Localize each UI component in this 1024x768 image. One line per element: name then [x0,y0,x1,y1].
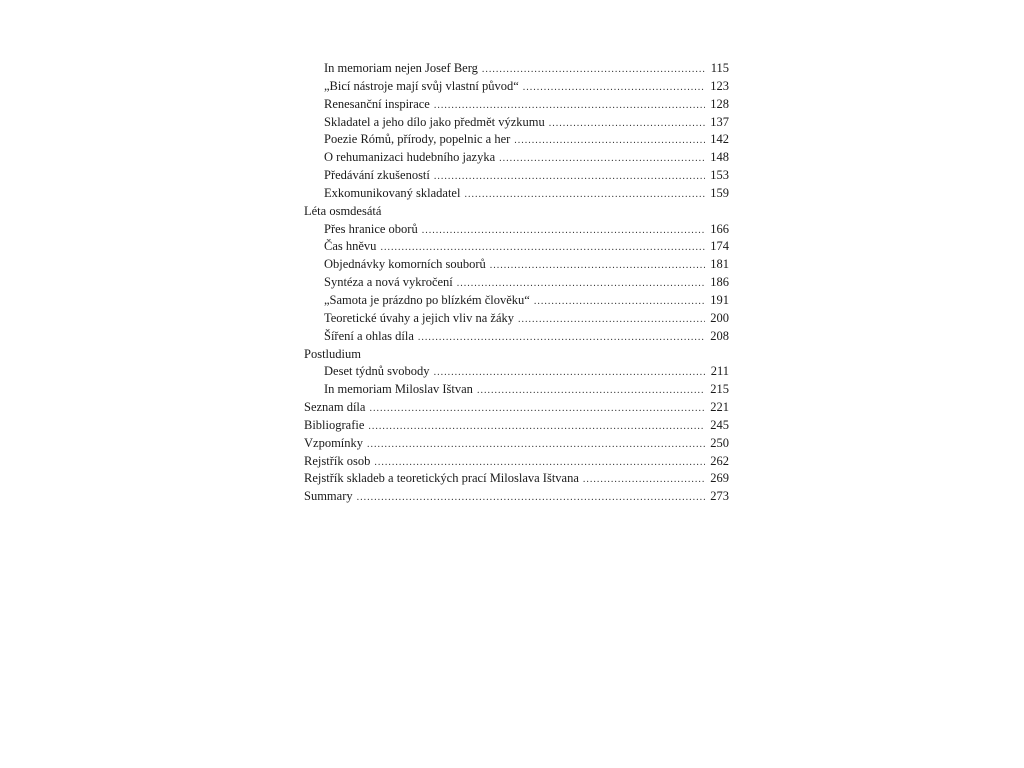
dot-leader [499,150,705,168]
toc-entry[interactable] [304,131,729,149]
dot-leader [534,293,705,311]
toc-entry[interactable] [304,96,729,114]
dot-leader [374,454,705,472]
toc-entry-page: 115 [710,61,729,75]
toc-entry-title: Seznam díla [304,400,366,415]
toc-entry-title: Čas hněvu [324,239,377,254]
toc-entry-page: 142 [710,132,729,147]
toc-entry-title: Vzpomínky [304,435,364,450]
dot-leader [367,436,705,454]
toc-entry-title: Poezie Rómů, přírody, popelnic a her [324,132,511,147]
dot-leader [434,97,705,115]
toc-entry-page: 148 [710,150,729,165]
dot-leader [380,239,705,257]
dot-leader [418,329,705,347]
toc-section-heading[interactable] [304,346,729,364]
toc-entry-page: 262 [710,453,729,468]
dot-leader [434,168,705,186]
toc-entry[interactable] [304,256,729,274]
toc-entry-title: Objednávky komorních souborů [324,257,486,272]
table-of-contents [304,60,729,506]
toc-entry-page: 269 [710,471,729,486]
toc-entry-title: Předávání zkušeností [324,168,430,183]
toc-entry-page: 208 [710,328,729,343]
toc-section-title: Léta osmdesátá [304,203,382,218]
toc-entry[interactable] [304,167,729,185]
toc-entry-title: Teoretické úvahy a jejich vliv na žáky [324,310,515,325]
toc-entry[interactable] [304,78,729,96]
toc-entry-page: 159 [710,185,729,200]
dot-leader [368,418,705,436]
dot-leader [422,222,705,240]
toc-entry-page: 221 [710,400,729,415]
dot-leader [464,186,705,204]
toc-entry-title: Summary [304,489,353,504]
toc-entry-title: „Samota je prázdno po blízkém člověku“ [324,292,530,307]
dot-leader [523,79,705,97]
toc-entry-page: 166 [710,221,729,236]
toc-entry[interactable] [304,149,729,167]
toc-section-heading[interactable] [304,203,729,221]
toc-entry[interactable] [304,274,729,292]
toc-entry-page: 211 [710,364,729,379]
toc-entry[interactable] [304,470,729,488]
dot-leader [514,132,705,150]
toc-entry[interactable] [304,328,729,346]
dot-leader [369,400,705,418]
toc-entry-title: Rejstřík skladeb a teoretických prací Miloslava Ištvana [304,471,579,486]
toc-entry-page: 191 [710,292,729,307]
toc-entry-page: 215 [710,382,729,397]
toc-entry[interactable] [304,238,729,256]
toc-entry-title: Rejstřík osob [304,453,371,468]
toc-entry-title: Šíření a ohlas díla [324,328,414,343]
toc-entry-title: In memoriam nejen Josef Berg [324,61,478,75]
toc-entry-title: „Bicí nástroje mají svůj vlastní původ“ [324,78,519,93]
dot-leader [434,364,705,382]
toc-entry[interactable] [304,185,729,203]
toc-entry[interactable] [304,363,729,381]
toc-entry[interactable] [304,292,729,310]
dot-leader [357,489,705,507]
toc-entry-title: O rehumanizaci hudebního jazyka [324,150,496,165]
toc-entry-page: 128 [710,96,729,111]
toc-entry[interactable] [304,399,729,417]
toc-entry[interactable] [304,381,729,399]
toc-entry[interactable] [304,453,729,471]
toc-entry-page: 273 [710,489,729,504]
dot-leader [477,382,705,400]
toc-entry-title: Syntéza a nová vykročení [324,275,453,290]
toc-entry-page: 250 [710,435,729,450]
toc-entry[interactable] [304,221,729,239]
toc-entry[interactable] [304,488,729,506]
toc-entry-title: Přes hranice oborů [324,221,418,236]
toc-entry-title: Bibliografie [304,417,365,432]
toc-entry-title: Renesanční inspirace [324,96,430,111]
toc-entry-page: 153 [710,168,729,183]
toc-entry-page: 123 [710,78,729,93]
toc-section-title: Postludium [304,346,361,361]
dot-leader [490,257,705,275]
toc-entry-page: 181 [710,257,729,272]
toc-entry-title: Exkomunikovaný skladatel [324,185,461,200]
toc-entry-page: 174 [710,239,729,254]
toc-entry[interactable] [304,310,729,328]
dot-leader [583,471,705,489]
dot-leader [549,115,705,133]
toc-entry-title: Deset týdnů svobody [324,364,430,379]
dot-leader [518,311,705,329]
toc-entry[interactable] [304,435,729,453]
toc-entry-page: 186 [710,275,729,290]
dot-leader [482,61,705,79]
toc-entry-page: 245 [710,417,729,432]
toc-entry-page: 200 [710,310,729,325]
toc-entry-page: 137 [710,114,729,129]
toc-entry[interactable] [304,60,729,78]
toc-entry-title: Skladatel a jeho dílo jako předmět výzkumu [324,114,545,129]
toc-entry[interactable] [304,417,729,435]
dot-leader [457,275,705,293]
toc-entry-title: In memoriam Miloslav Ištvan [324,382,473,397]
toc-entry[interactable] [304,114,729,132]
